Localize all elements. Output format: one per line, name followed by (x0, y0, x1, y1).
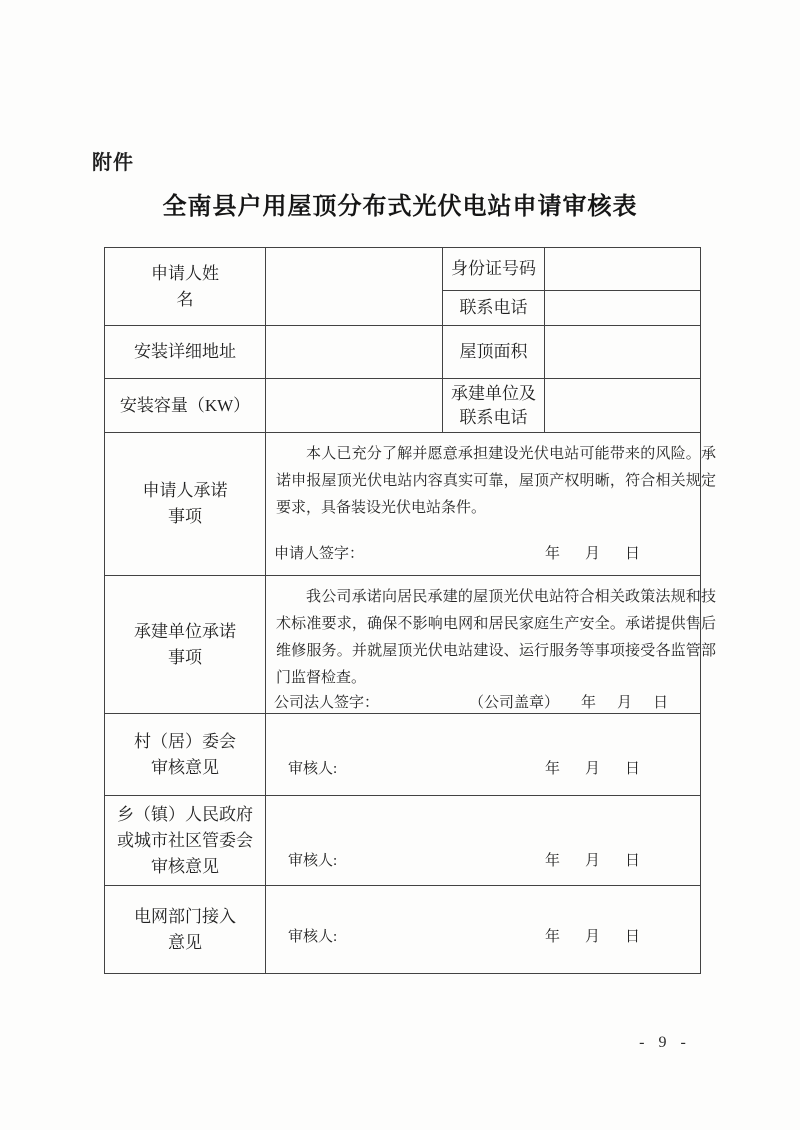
table-row (105, 714, 701, 796)
village-review-content-cell (266, 714, 701, 796)
attachment-label: 附件 (92, 150, 134, 174)
table-row (105, 433, 701, 576)
month-label: 月 (584, 853, 600, 869)
day-label: 日 (653, 695, 669, 711)
applicant-name-label: 申请人姓名 (151, 263, 219, 309)
day-label: 日 (624, 929, 640, 945)
roof-area-label: 屋顶面积 (459, 342, 528, 361)
roof-area-value-cell (545, 326, 701, 379)
address-label-cell (105, 326, 266, 379)
village-review-label-cell (105, 714, 266, 796)
builder-contact-label-cell (443, 379, 545, 433)
month-label: 月 (584, 761, 600, 777)
builder-promise-label-cell (105, 576, 266, 714)
capacity-label-cell (105, 379, 266, 433)
applicant-name-value-cell (266, 248, 443, 326)
id-number-label-cell (443, 248, 545, 291)
builder-contact-value-cell (545, 379, 701, 433)
builder-contact-label: 承建单位及联系电话 (451, 383, 536, 427)
year-label: 年 (544, 929, 560, 945)
month-label: 月 (584, 929, 600, 945)
date-fields (545, 926, 640, 948)
month-label: 月 (617, 695, 633, 711)
village-review-label: 村（居）委会审核意见 (134, 731, 236, 777)
capacity-label: 安装容量（KW） (119, 395, 251, 415)
table-row (105, 576, 701, 714)
builder-promise-content-cell (266, 576, 716, 714)
table-row (105, 796, 701, 886)
town-reviewer-line (266, 850, 700, 884)
applicant-name-label-cell (105, 248, 266, 326)
reviewer-label: 审核人: (288, 761, 338, 777)
page-title: 全南县户用屋顶分布式光伏电站申请审核表 (162, 192, 638, 220)
builder-promise-body: 我公司承诺向居民承建的屋顶光伏电站符合相关政策法规和技术标准要求，确保不影响电网和居民家庭生产安全。承诺提供售后维修服务。并就屋顶光伏电站建设、运行服务等事项接受各监管部门监督检查。 (276, 589, 716, 686)
grid-review-label-cell (105, 886, 266, 974)
builder-promise-label: 承建单位承诺事项 (134, 621, 236, 667)
applicant-promise-label-cell (105, 433, 266, 576)
month-label: 月 (584, 546, 600, 562)
id-number-value-cell (545, 248, 701, 291)
day-label: 日 (624, 853, 640, 869)
table-row (105, 248, 701, 291)
year-label: 年 (544, 853, 560, 869)
day-label: 日 (624, 761, 640, 777)
roof-area-label-cell (443, 326, 545, 379)
contact-phone-label: 联系电话 (459, 298, 528, 317)
address-label: 安装详细地址 (134, 342, 236, 361)
applicant-signature-label: 申请人签字： (274, 546, 365, 562)
builder-signature-line (266, 692, 700, 723)
application-review-table (104, 247, 716, 974)
date-fields (545, 758, 640, 780)
applicant-promise-content-cell (266, 433, 716, 576)
page-number: - 9 - (639, 1034, 691, 1051)
address-value-cell (266, 326, 443, 379)
year-label: 年 (581, 695, 597, 711)
contact-phone-label-cell (443, 291, 545, 326)
date-fields (545, 850, 640, 872)
grid-review-label: 电网部门接入意见 (134, 906, 236, 952)
applicant-promise-body: 本人已充分了解并愿意承担建设光伏电站可能带来的风险。承诺申报屋顶光伏电站内容真实可靠，屋顶产权明晰，符合相关规定要求，具备装设光伏电站条件。 (276, 446, 716, 516)
day-label: 日 (624, 546, 640, 562)
reviewer-label: 审核人: (288, 929, 338, 945)
table-row (105, 886, 701, 974)
applicant-promise-label: 申请人承诺事项 (142, 481, 228, 526)
table-row (105, 326, 701, 379)
grid-reviewer-line (266, 926, 700, 972)
year-label: 年 (544, 546, 560, 562)
reviewer-label: 审核人: (288, 853, 338, 869)
town-review-label: 乡（镇）人民政府或城市社区管委会审核意见 (117, 804, 253, 876)
legal-person-signature-label: 公司法人签字： (274, 695, 380, 711)
applicant-signature-line (266, 543, 700, 574)
company-seal-label: （公司盖章） (469, 695, 560, 711)
village-reviewer-line (266, 758, 700, 794)
contact-phone-value-cell (545, 291, 701, 326)
date-fields (545, 543, 640, 565)
year-label: 年 (544, 761, 560, 777)
capacity-value-cell (266, 379, 443, 433)
table-row (105, 379, 701, 433)
grid-review-content-cell (266, 886, 701, 974)
town-review-content-cell (266, 796, 701, 886)
id-number-label: 身份证号码 (451, 259, 536, 278)
town-review-label-cell (105, 796, 266, 886)
date-fields (581, 692, 668, 714)
